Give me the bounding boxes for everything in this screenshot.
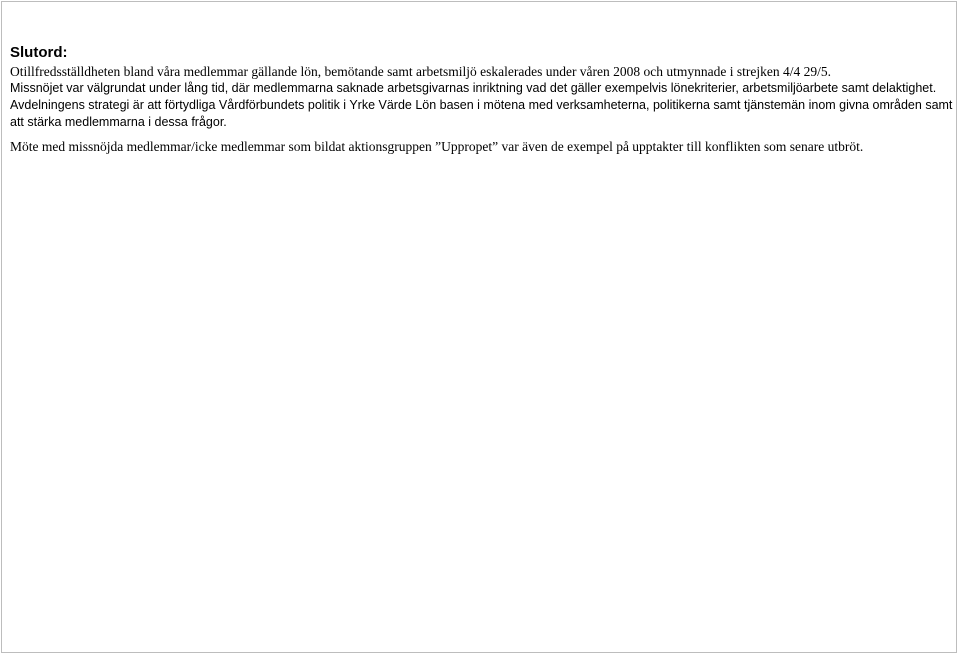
document-content (10, 44, 954, 155)
section-heading: Slutord: (10, 44, 68, 61)
paragraph-strategy: Avdelningens strategi är att förtydliga Vårdförbundets politik i Yrke Värde Lön basen i mötena med verksamheterna, politikerna samt tjänstemän inom givna områden samt att stärka medlemmarna i dessa frågor. (10, 98, 953, 129)
document-page (1, 1, 957, 653)
paragraph-dissatisfaction: Otillfredsställdheten bland våra medlemmar gällande lön, bemötande samt arbetsmiljö eskalerades under våren 2008 och utmynnade i strejken 4/4 29/5. (10, 64, 832, 79)
paragraph-discontent: Missnöjet var välgrundat under lång tid, där medlemmarna saknade arbetsgivarnas inriktning vad det gäller exempelvis lönekriterier, arbetsmiljöarbete samt delaktighet. (10, 81, 937, 95)
paragraph-meeting: Möte med missnöjda medlemmar/icke medlemmar som bildat aktionsgruppen ”Uppropet” var även de exempel på upptakter till konflikten som senare utbröt. (10, 139, 864, 154)
